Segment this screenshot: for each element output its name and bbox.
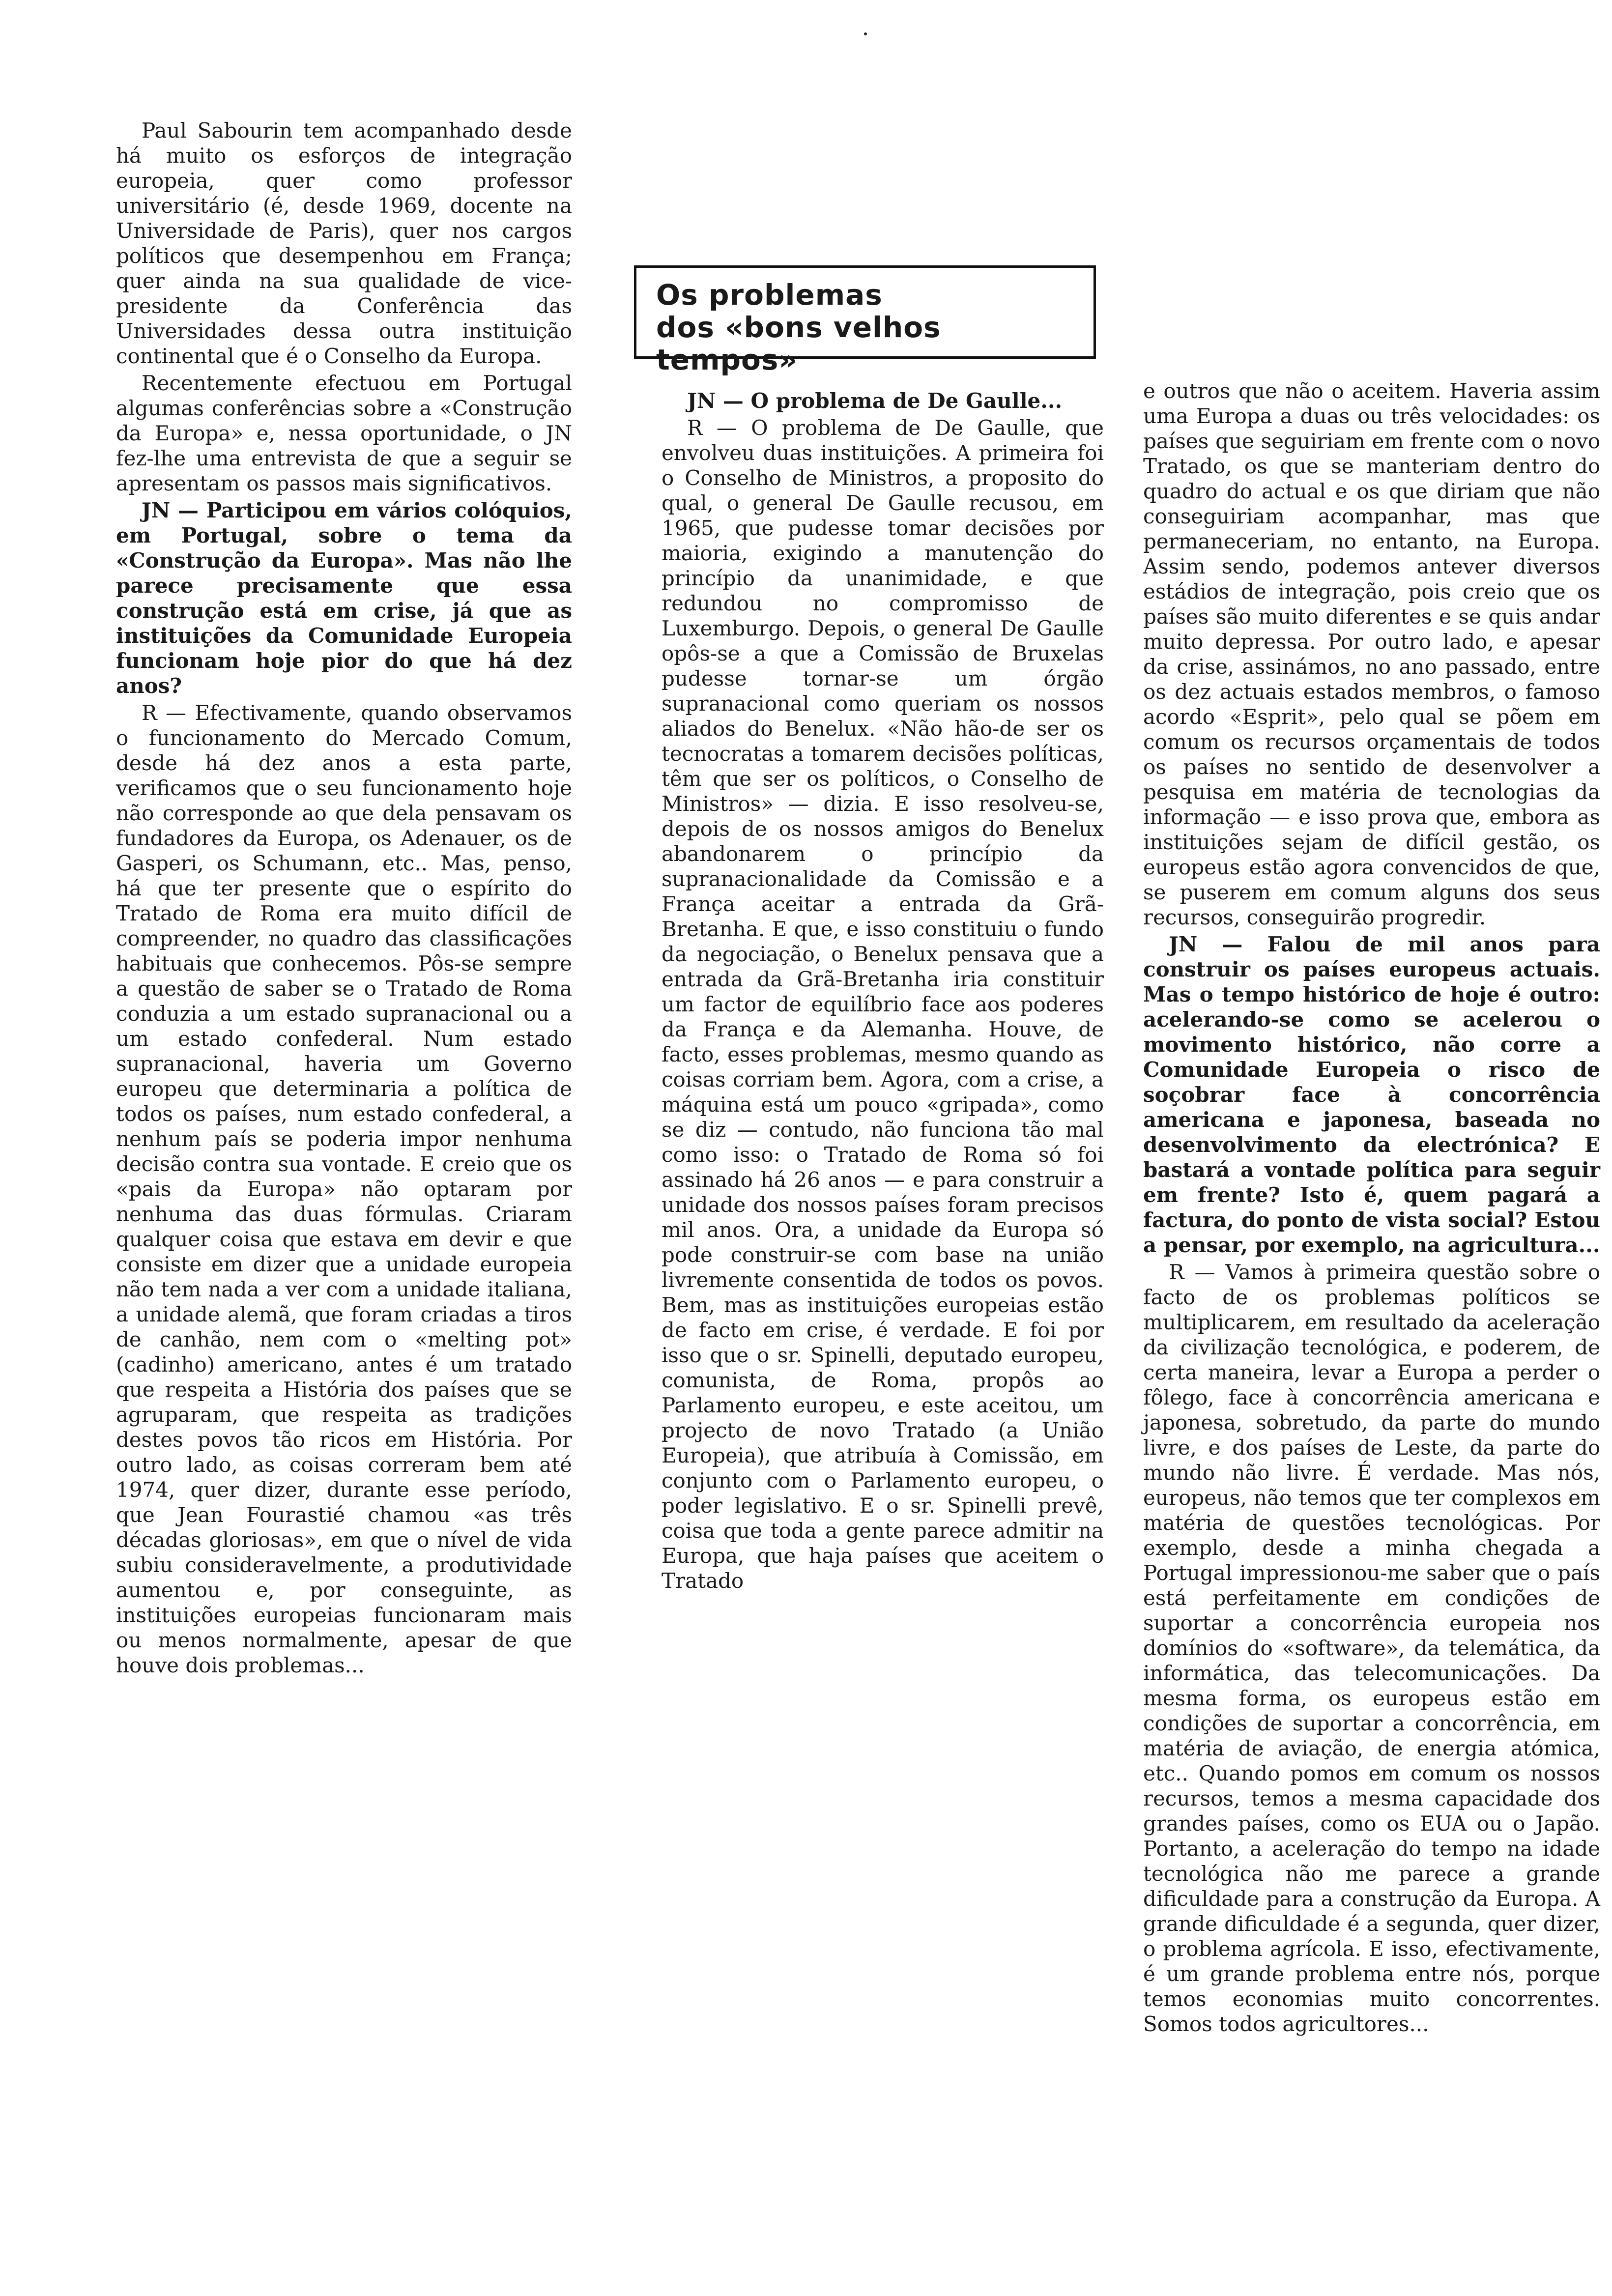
intro-paragraph-2: Recentemente efectuou em Portugal algumas conferências sobre a «Construção da Europa» e, nessa oportunidade, o JN fez-lhe uma entrevista de que a seguir se apresentam os passos mais significativos. — [116, 371, 572, 495]
answer-2: R — O problema de De Gaulle, que envolveu duas instituições. A primeira foi o Conselho de Ministros, a proposito do qual, o general De Gaulle recusou, em 1965, que pudesse tomar decisões por maioria, exigindo a manutenção do princípio da unanimidade, e que redundou no compromisso de Luxemburgo. Depois, o general De Gaulle opôs-se a que a Comissão de Bruxelas pudesse tornar-se um órgão supranacional como queriam os nossos aliados do Benelux. «Não hão-de ser os tecnocratas a tomarem decisões políticas, têm que ser os políticos, o Conselho de Ministros» — dizia. E isso resolveu-se, depois de os nossos amigos do Benelux abandonarem o princípio da supranacionalidade da Comissão e a França aceitar a entrada da Grã-Bretanha. E que, e isso constituiu o fundo da negociação, o Benelux pensava que a entrada da Grã-Bretanha iria constituir um factor de equilíbrio face aos poderes da França e da Alemanha. Houve, de facto, esses problemas, mesmo quando as coisas corriam bem. Agora, com a crise, a máquina está um pouco «gripada», como se diz — contudo, não funciona tão mal como isso: o Tratado de Roma só foi assinado há 26 anos — e para construir a unidade dos nossos países foram precisos mil anos. Ora, a unidade da Europa só pode construir-se com base na união livremente consentida de todos os povos. Bem, mas as instituições europeias estão de facto em crise, é verdade. E foi por isso que o sr. Spinelli, deputado europeu, comunista, de Roma, propôs ao Parlamento europeu, e este aceitou, um projecto de novo Tratado (a União Europeia), que atribuía à Comissão, em conjunto com o Parlamento europeu, o poder legislativo. E o sr. Spinelli prevê, coisa que toda a gente parece admitir na Europa, que haja países que aceitem o Tratado — [662, 416, 1104, 1593]
column-3 — [1143, 378, 1600, 2037]
intro-paragraph-1: Paul Sabourin tem acompanhado desde há muito os esforços de integração europeia, quer como professor universitário (é, desde 1969, docente na Universidade de Paris), quer nos cargos políticos que desempenhou em França; quer ainda na sua qualidade de vice-presidente da Conferência das Universidades dessa outra instituição continental que é o Conselho da Europa. — [116, 118, 572, 368]
top-dot-mark — [864, 32, 867, 35]
headline-line-2: dos «bons velhos tempos» — [656, 311, 941, 376]
headline-line-1: Os problemas — [656, 278, 883, 312]
headline-box — [634, 265, 1096, 376]
answer-1: R — Efectivamente, quando observamos o funcionamento do Mercado Comum, desde há dez anos a esta parte, verificamos que o seu funcionamento hoje não corresponde ao que dela pensavam os fundadores da Europa, os Adenauer, os de Gasperi, os Schumann, etc.. Mas, penso, há que ter presente que o espírito do Tratado de Roma era muito difícil de compreender, no quadro das classificações habituais que conhecemos. Pôs-se sempre a questão de saber se o Tratado de Roma conduzia a um estado supranacional ou a um estado confederal. Num estado supranacional, haveria um Governo europeu que determinaria a política de todos os países, num estado confederal, a nenhum país se poderia impor nenhuma decisão contra sua vontade. E creio que os «pais da Europa» não optaram por nenhuma das duas fórmulas. Criaram qualquer coisa que estava em devir e que consiste em dizer que a unidade europeia não tem nada a ver com a unidade italiana, a unidade alemã, que foram criadas a tiros de canhão, nem com o «melting pot» (cadinho) americano, antes é um tratado que respeita a História dos países que se agruparam, que respeita as tradições destes povos tão ricos em História. Por outro lado, as coisas correram bem até 1974, quer dizer, durante esse período, que Jean Fourastié chamou «as três décadas gloriosas», em que o nível de vida subiu consideravelmente, a produtividade aumentou e, por conseguinte, as instituições europeias funcionaram mais ou menos normalmente, apesar de que houve dois problemas... — [116, 701, 572, 1677]
column-1 — [116, 118, 572, 1678]
question-1: JN — Participou em vários colóquios, em Portugal, sobre o tema da «Construção da Europa». Mas não lhe parece precisamente que essa construção está em crise, já que as instituições da Comunidade Europeia funcionam hoje pior do que há dez anos? — [116, 498, 572, 698]
column-2 — [662, 388, 1104, 1593]
question-2: JN — O problema de De Gaulle... — [687, 389, 1063, 413]
question-3: JN — Falou de mil anos para construir os países europeus actuais. Mas o tempo histórico de hoje é outro: acelerando-se como se acelerou o movimento histórico, não corre a Comunidade Europeia o risco de soçobrar face à concorrência americana e japonesa, baseada no desenvolvimento da electrónica? E bastará a vontade política para seguir em frente? Isto é, quem pagará a factura, do ponto de vista social? Estou a pensar, por exemplo, na agricultura... — [1143, 932, 1600, 1257]
answer-3: R — Vamos à primeira questão sobre o facto de os problemas políticos se multiplicarem, em resultado da aceleração da civilização tecnológica, e poderem, de certa maneira, levar a Europa a perder o fôlego, face à concorrência americana e japonesa, sobretudo, da parte do mundo livre, e dos países de Leste, da parte do mundo não livre. É verdade. Mas nós, europeus, não temos que ter complexos em matéria de questões tecnológicas. Por exemplo, desde a minha chegada a Portugal impressionou-me saber que o país está perfeitamente em condições de suportar a concorrência europeia nos domínios do «software», da telemática, da informática, das telecomunicações. Da mesma forma, os europeus estão em condições de suportar a concorrência, em matéria de aviação, de energia atómica, etc.. Quando pomos em comum os nossos recursos, temos a mesma capacidade dos grandes países, como os EUA ou o Japão. Portanto, a aceleração do tempo na idade tecnológica não me parece a grande dificuldade para a construção da Europa. A grande dificuldade é a segunda, quer dizer, o problema agrícola. E isso, efectivamente, é um grande problema entre nós, porque temos economias muito concorrentes. Somos todos agricultores... — [1143, 1260, 1600, 2036]
answer-2-continued: e outros que não o aceitem. Haveria assim uma Europa a duas ou três velocidades: os países que seguiriam em frente com o novo Tratado, os que se manteriam dentro do quadro do actual e os que diriam que não conseguiriam acompanhar, mas que permaneceriam, no entanto, na Europa. Assim sendo, podemos antever diversos estádios de integração, pois creio que os países são muito diferentes e se quis andar muito depressa. Por outro lado, e apesar da crise, assinámos, no ano passado, entre os dez actuais estados membros, o famoso acordo «Esprit», pelo qual se põem em comum os recursos orçamentais de todos os países no sentido de desenvolver a pesquisa em matéria de tecnologias da informação — e isso prova que, embora as instituições sejam de difícil gestão, os europeus estão agora convencidos de que, se puserem em comum alguns dos seus recursos, conseguirão progredir. — [1143, 379, 1600, 929]
